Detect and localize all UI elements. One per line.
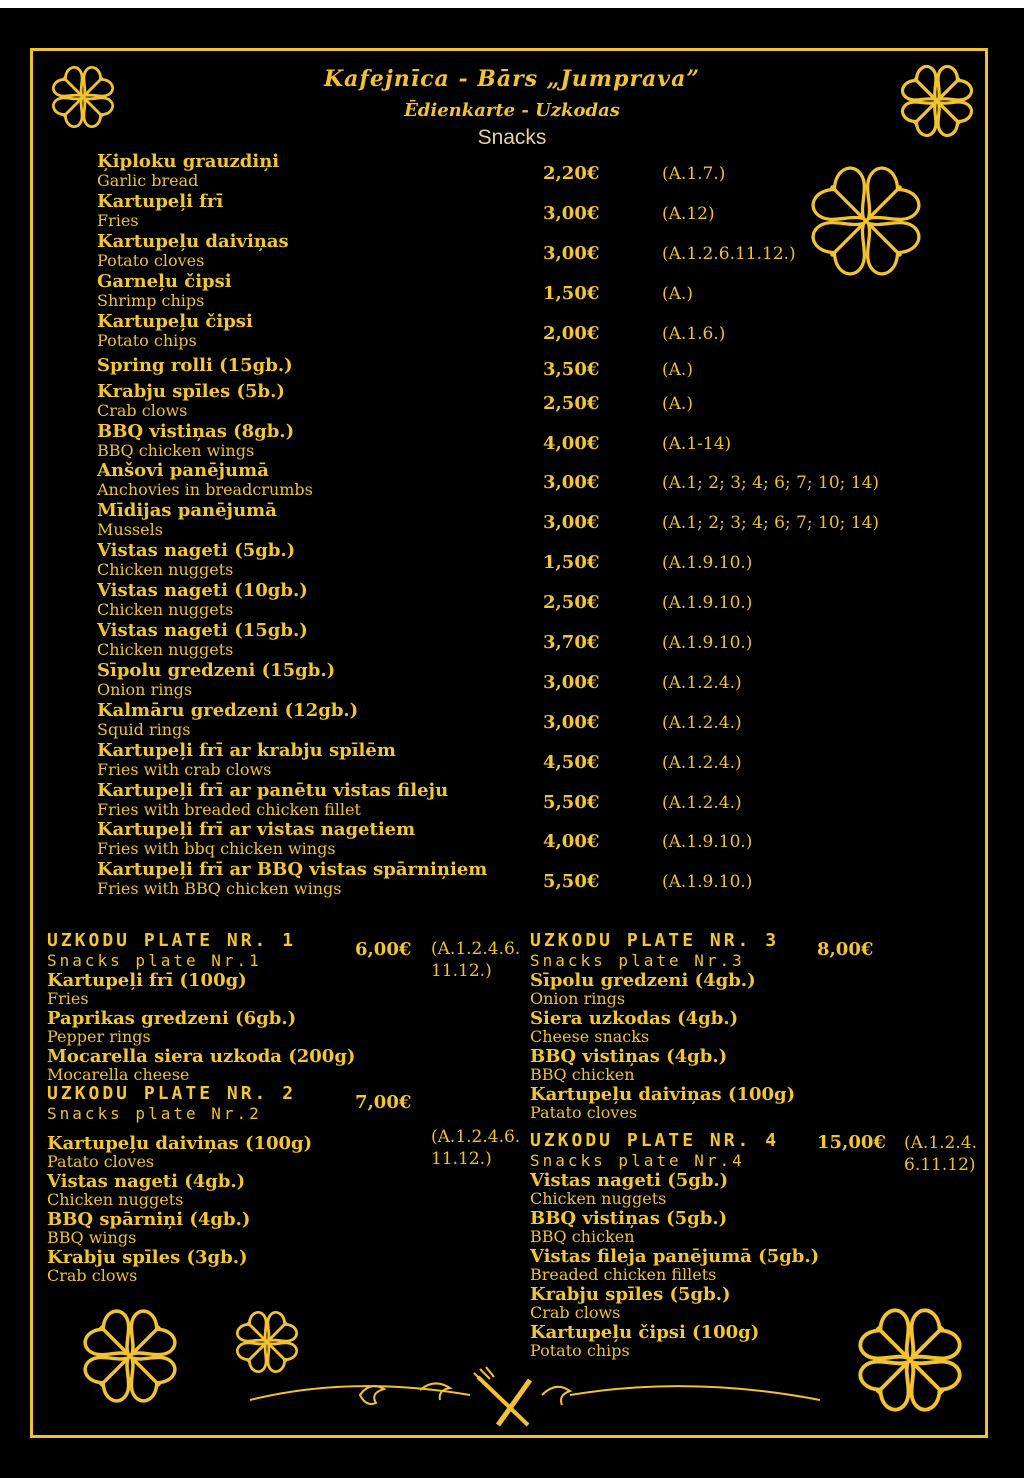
item-allergens: (A.1.2.4.) <box>662 713 742 733</box>
plate-allergens-line: (A.1.2.4.6. <box>431 939 521 959</box>
item-name-en: Squid rings <box>97 720 191 739</box>
item-name-lv: BBQ vistiņas (8gb.) <box>97 421 295 442</box>
menu-item-row <box>97 580 753 621</box>
menu-item-row <box>97 620 753 661</box>
plate-item-en: Mocarella cheese <box>47 1065 190 1084</box>
item-allergens: (A.) <box>662 284 693 304</box>
item-price: 2,50€ <box>543 592 600 613</box>
plate-item-lv: BBQ vistiņas (4gb.) <box>530 1046 728 1067</box>
menu-item-row <box>97 740 742 781</box>
item-allergens: (A.1; 2; 3; 4; 6; 7; 10; 14) <box>662 473 880 493</box>
menu-item-row <box>97 859 753 900</box>
item-price: 4,00€ <box>543 831 600 852</box>
item-name-en: Fries with crab clows <box>97 760 272 779</box>
item-allergens: (A.1.9.10.) <box>662 593 753 613</box>
plate-title: UZKODU PLATE NR. 3 <box>530 930 780 951</box>
item-name-lv: Kartupeļi frī ar panētu vistas fileju <box>97 780 449 801</box>
plate-price: 15,00€ <box>817 1132 886 1153</box>
plate-item-lv: Siera uzkodas (4gb.) <box>530 1008 739 1029</box>
plate-allergens-line: 6.11.12) <box>904 1155 976 1175</box>
plate-item-lv: Krabju spīles (3gb.) <box>47 1247 248 1268</box>
plate-price: 7,00€ <box>355 1092 412 1113</box>
plate-allergens <box>431 1126 520 1170</box>
item-name-lv: Vistas nageti (15gb.) <box>97 620 308 641</box>
menu-item-row <box>97 271 693 312</box>
plate-item-lv: Sīpolu gredzeni (4gb.) <box>530 970 756 991</box>
item-allergens: (A.12) <box>662 204 715 224</box>
plate-price: 8,00€ <box>817 939 874 960</box>
item-name-lv: Krabju spīles (5b.) <box>97 381 285 402</box>
item-name-en: Fries <box>97 211 139 230</box>
item-name-lv: Sīpolu gredzeni (15gb.) <box>97 660 336 681</box>
plate-item-lv: Vistas nageti (4gb.) <box>47 1171 246 1192</box>
clover-icon <box>74 1300 186 1412</box>
plate-price: 6,00€ <box>355 939 412 960</box>
item-price: 3,00€ <box>543 203 600 224</box>
item-price: 3,50€ <box>543 359 600 380</box>
plate-item-en: Fries <box>47 989 89 1008</box>
item-name-en: Crab clows <box>97 401 188 420</box>
item-price: 3,70€ <box>543 632 600 653</box>
item-allergens: (A.) <box>662 360 693 380</box>
item-price: 1,50€ <box>543 283 600 304</box>
item-allergens: (A.1; 2; 3; 4; 6; 7; 10; 14) <box>662 513 880 533</box>
plate-subtitle: Snacks plate Nr.3 <box>530 951 745 970</box>
plate-item-en: Potato chips <box>530 1341 630 1360</box>
plate-item-en: Cheese snacks <box>530 1027 650 1046</box>
item-allergens: (A.1.9.10.) <box>662 633 753 653</box>
item-name-en: BBQ chicken wings <box>97 441 255 460</box>
plate-item-lv: Vistas nageti (5gb.) <box>530 1170 729 1191</box>
item-price: 5,50€ <box>543 792 600 813</box>
item-name-lv: Kartupeļi frī <box>97 191 224 212</box>
plate-subtitle: Snacks plate Nr.1 <box>47 951 262 970</box>
item-allergens: (A.1.9.10.) <box>662 872 753 892</box>
menu-item-row <box>97 381 693 422</box>
plate-item-en: BBQ wings <box>47 1228 137 1247</box>
item-name-lv: Kartupeļu daiviņas <box>97 231 289 252</box>
item-price: 3,00€ <box>543 712 600 733</box>
plate-title: UZKODU PLATE NR. 4 <box>530 1130 780 1151</box>
plate-allergens-line: 11.12.) <box>431 1149 492 1169</box>
plate-item-lv: Mocarella siera uzkoda (200g) <box>47 1046 356 1067</box>
item-allergens: (A.1.9.10.) <box>662 832 753 852</box>
plate-item-lv: Kartupeļu daiviņas (100g) <box>47 1133 313 1154</box>
menu-item-row <box>97 660 742 701</box>
plate-item-en: BBQ chicken <box>530 1227 635 1246</box>
item-name-lv: Spring rolli (15gb.) <box>97 355 293 376</box>
plate-item-en: Patato cloves <box>47 1152 155 1171</box>
plate-allergens-line: (A.1.2.4.6. <box>431 1127 521 1147</box>
item-allergens: (A.1-14) <box>662 434 732 454</box>
item-allergens: (A.1.7.) <box>662 164 726 184</box>
item-allergens: (A.1.2.4.) <box>662 793 742 813</box>
plate-allergens-line: 11.12.) <box>431 961 492 981</box>
plate-title: UZKODU PLATE NR. 1 <box>47 930 297 951</box>
item-price: 5,50€ <box>543 871 600 892</box>
top-strip <box>0 0 1024 8</box>
clover-icon <box>848 1298 972 1422</box>
section-title: Snacks <box>477 126 547 149</box>
plate-item-lv: BBQ spārniņi (4gb.) <box>47 1209 251 1230</box>
item-name-lv: Kartupeļi frī ar krabju spīlēm <box>97 740 396 761</box>
item-price: 2,00€ <box>543 323 600 344</box>
item-name-en: Fries with BBQ chicken wings <box>97 879 342 898</box>
item-name-en: Potato cloves <box>97 251 205 270</box>
item-name-en: Chicken nuggets <box>97 560 234 579</box>
item-price: 3,00€ <box>543 243 600 264</box>
plate-item-en: Pepper rings <box>47 1027 151 1046</box>
item-name-en: Onion rings <box>97 680 193 699</box>
plate-item-lv: Krabju spīles (5gb.) <box>530 1284 731 1305</box>
plate-subtitle: Snacks plate Nr.2 <box>47 1104 262 1123</box>
menu-subtitle: Ēdienkarte - Uzkodas <box>404 100 620 121</box>
plate-item-en: Crab clows <box>530 1303 621 1322</box>
item-name-en: Fries with bbq chicken wings <box>97 839 336 858</box>
item-name-en: Mussels <box>97 520 163 539</box>
item-name-lv: Kartupeļu čipsi <box>97 311 253 332</box>
item-allergens: (A.1.2.4.) <box>662 753 742 773</box>
cafe-title: Kafejnīca - Bārs „Jumprava” <box>324 66 700 92</box>
plate-item-en: BBQ chicken <box>530 1065 635 1084</box>
item-price: 2,20€ <box>543 163 600 184</box>
plate-item-lv: Kartupeļu čipsi (100g) <box>530 1322 760 1343</box>
menu-item-row <box>97 421 732 462</box>
item-name-en: Potato chips <box>97 331 197 350</box>
plate-item-en: Breaded chicken fillets <box>530 1265 717 1284</box>
item-name-en: Fries with breaded chicken fillet <box>97 800 361 819</box>
plate-item-en: Chicken nuggets <box>47 1190 184 1209</box>
plate-allergens <box>431 938 520 982</box>
menu-item-row <box>97 191 715 232</box>
plate-item-lv: Kartupeļu daiviņas (100g) <box>530 1084 796 1105</box>
cutlery-flourish-icon <box>230 1365 830 1435</box>
plate-item-en: Crab clows <box>47 1266 138 1285</box>
item-price: 4,50€ <box>543 752 600 773</box>
item-allergens: (A.1.6.) <box>662 324 726 344</box>
item-name-lv: Kartupeļi frī ar BBQ vistas spārniņiem <box>97 859 488 880</box>
menu-item-row <box>97 780 742 821</box>
item-price: 3,00€ <box>543 512 600 533</box>
item-price: 4,00€ <box>543 433 600 454</box>
item-allergens: (A.1.2.4.) <box>662 673 742 693</box>
item-price: 3,00€ <box>543 672 600 693</box>
plate-title: UZKODU PLATE NR. 2 <box>47 1083 297 1104</box>
plate-item-en: Onion rings <box>530 989 626 1008</box>
plate-allergens-line: (A.1.2.4. <box>904 1133 977 1153</box>
plate-item-lv: Vistas fileja panējumā (5gb.) <box>530 1246 820 1267</box>
plate-item-en: Patato cloves <box>530 1103 638 1122</box>
menu-item-row <box>97 311 726 352</box>
item-name-lv: Anšovi panējumā <box>97 460 269 481</box>
item-name-en: Garlic bread <box>97 171 199 190</box>
menu-item-row <box>97 460 880 501</box>
item-name-en: Anchovies in breadcrumbs <box>97 480 313 499</box>
plate-item-lv: BBQ vistiņas (5gb.) <box>530 1208 728 1229</box>
plate-allergens <box>904 1132 977 1176</box>
item-name-en: Chicken nuggets <box>97 600 234 619</box>
plate-subtitle: Snacks plate Nr.4 <box>530 1151 745 1170</box>
menu-item-row <box>97 819 753 860</box>
plate-item-en: Chicken nuggets <box>530 1189 667 1208</box>
item-name-lv: Garneļu čipsi <box>97 271 232 292</box>
item-allergens: (A.1.2.6.11.12.) <box>662 244 796 264</box>
item-name-en: Shrimp chips <box>97 291 205 310</box>
clover-icon <box>800 155 932 287</box>
item-allergens: (A.) <box>662 394 693 414</box>
item-name-lv: Vistas nageti (10gb.) <box>97 580 308 601</box>
item-allergens: (A.1.9.10.) <box>662 553 753 573</box>
item-name-lv: Kartupeļi frī ar vistas nagetiem <box>97 819 416 840</box>
item-name-lv: Mīdijas panējumā <box>97 500 277 521</box>
menu-item-row <box>97 700 742 741</box>
menu-item-row <box>97 500 880 541</box>
item-price: 2,50€ <box>543 393 600 414</box>
menu-item-row <box>97 231 796 272</box>
item-price: 1,50€ <box>543 552 600 573</box>
plate-item-lv: Paprikas gredzeni (6gb.) <box>47 1008 297 1029</box>
item-name-lv: Kalmāru gredzeni (12gb.) <box>97 700 359 721</box>
item-price: 3,00€ <box>543 472 600 493</box>
item-name-en: Chicken nuggets <box>97 640 234 659</box>
item-name-lv: Ķiploku grauzdiņi <box>97 151 280 172</box>
menu-item-row <box>97 151 726 192</box>
item-name-lv: Vistas nageti (5gb.) <box>97 540 296 561</box>
menu-item-row <box>97 540 753 581</box>
plate-item-lv: Kartupeļi frī (100g) <box>47 970 247 991</box>
